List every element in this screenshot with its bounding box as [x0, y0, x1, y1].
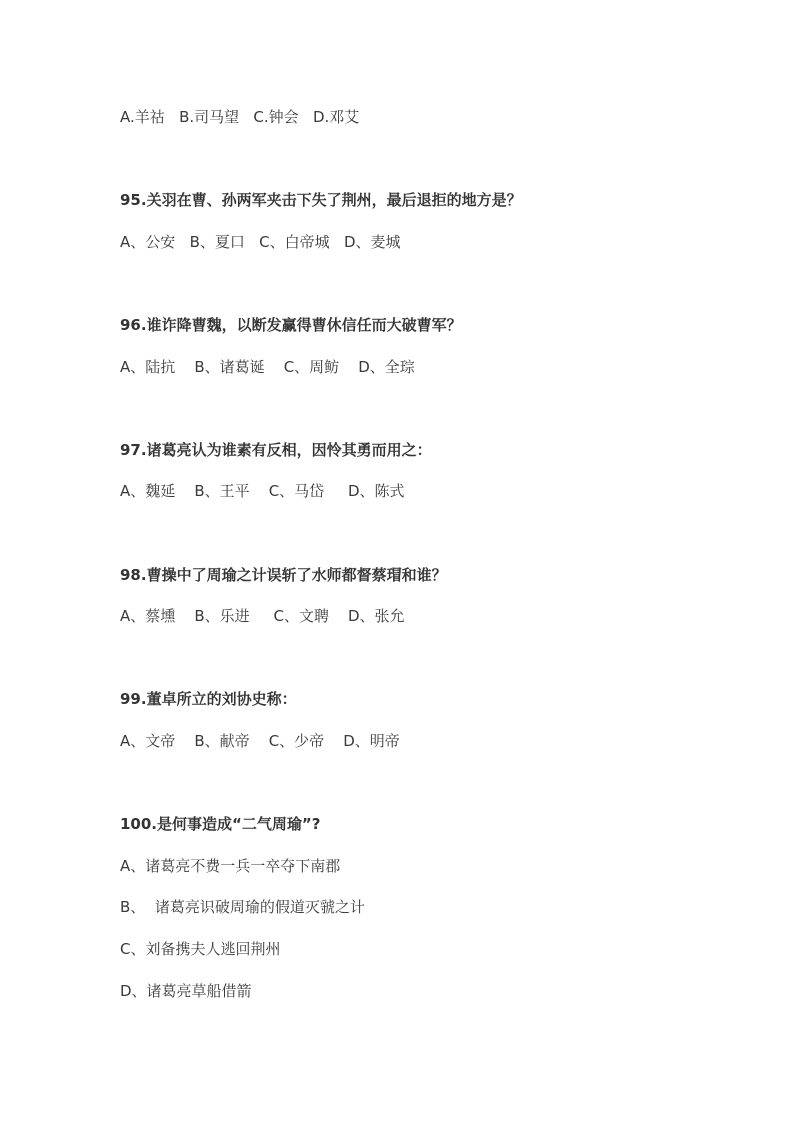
q96-options: A、陆抗 B、诸葛诞 C、周鲂 D、全琮: [120, 358, 415, 376]
q100-option-c: C、刘备携夫人逃回荆州: [120, 940, 281, 958]
q100-option-d: D、诸葛亮草船借箭: [120, 982, 252, 1000]
q99-question: 99.董卓所立的刘协史称：: [120, 690, 297, 708]
q99-options: A、文帝 B、献帝 C、少帝 D、明帝: [120, 732, 400, 750]
q97-options: A、魏延 B、王平 C、马岱 D、陈式: [120, 482, 405, 500]
q98-options: A、蔡壎 B、乐进 C、文聘 D、张允: [120, 607, 405, 625]
q100-option-b: B、 诸葛亮识破周瑜的假道灭虢之计: [120, 898, 365, 916]
q95-options: A、公安 B、夏口 C、白帝城 D、麦城: [120, 233, 401, 251]
q96-question: 96.谁诈降曹魏，以断发赢得曹休信任而大破曹军？: [120, 316, 462, 334]
q98-question: 98.曹操中了周瑜之计误斩了水师都督蔡瑁和谁？: [120, 566, 447, 584]
q94-options: A.羊祜 B.司马望 C.钟会 D.邓艾: [120, 108, 360, 126]
q100-question: 100.是何事造成“二气周瑜”?: [120, 815, 321, 833]
q97-question: 97.诸葛亮认为谁素有反相，因怜其勇而用之：: [120, 441, 432, 459]
q95-question: 95.关羽在曹、孙两军夹击下失了荆州，最后退拒的地方是？: [120, 191, 522, 209]
q100-option-a: A、诸葛亮不费一兵一卒夺下南郡: [120, 857, 341, 875]
